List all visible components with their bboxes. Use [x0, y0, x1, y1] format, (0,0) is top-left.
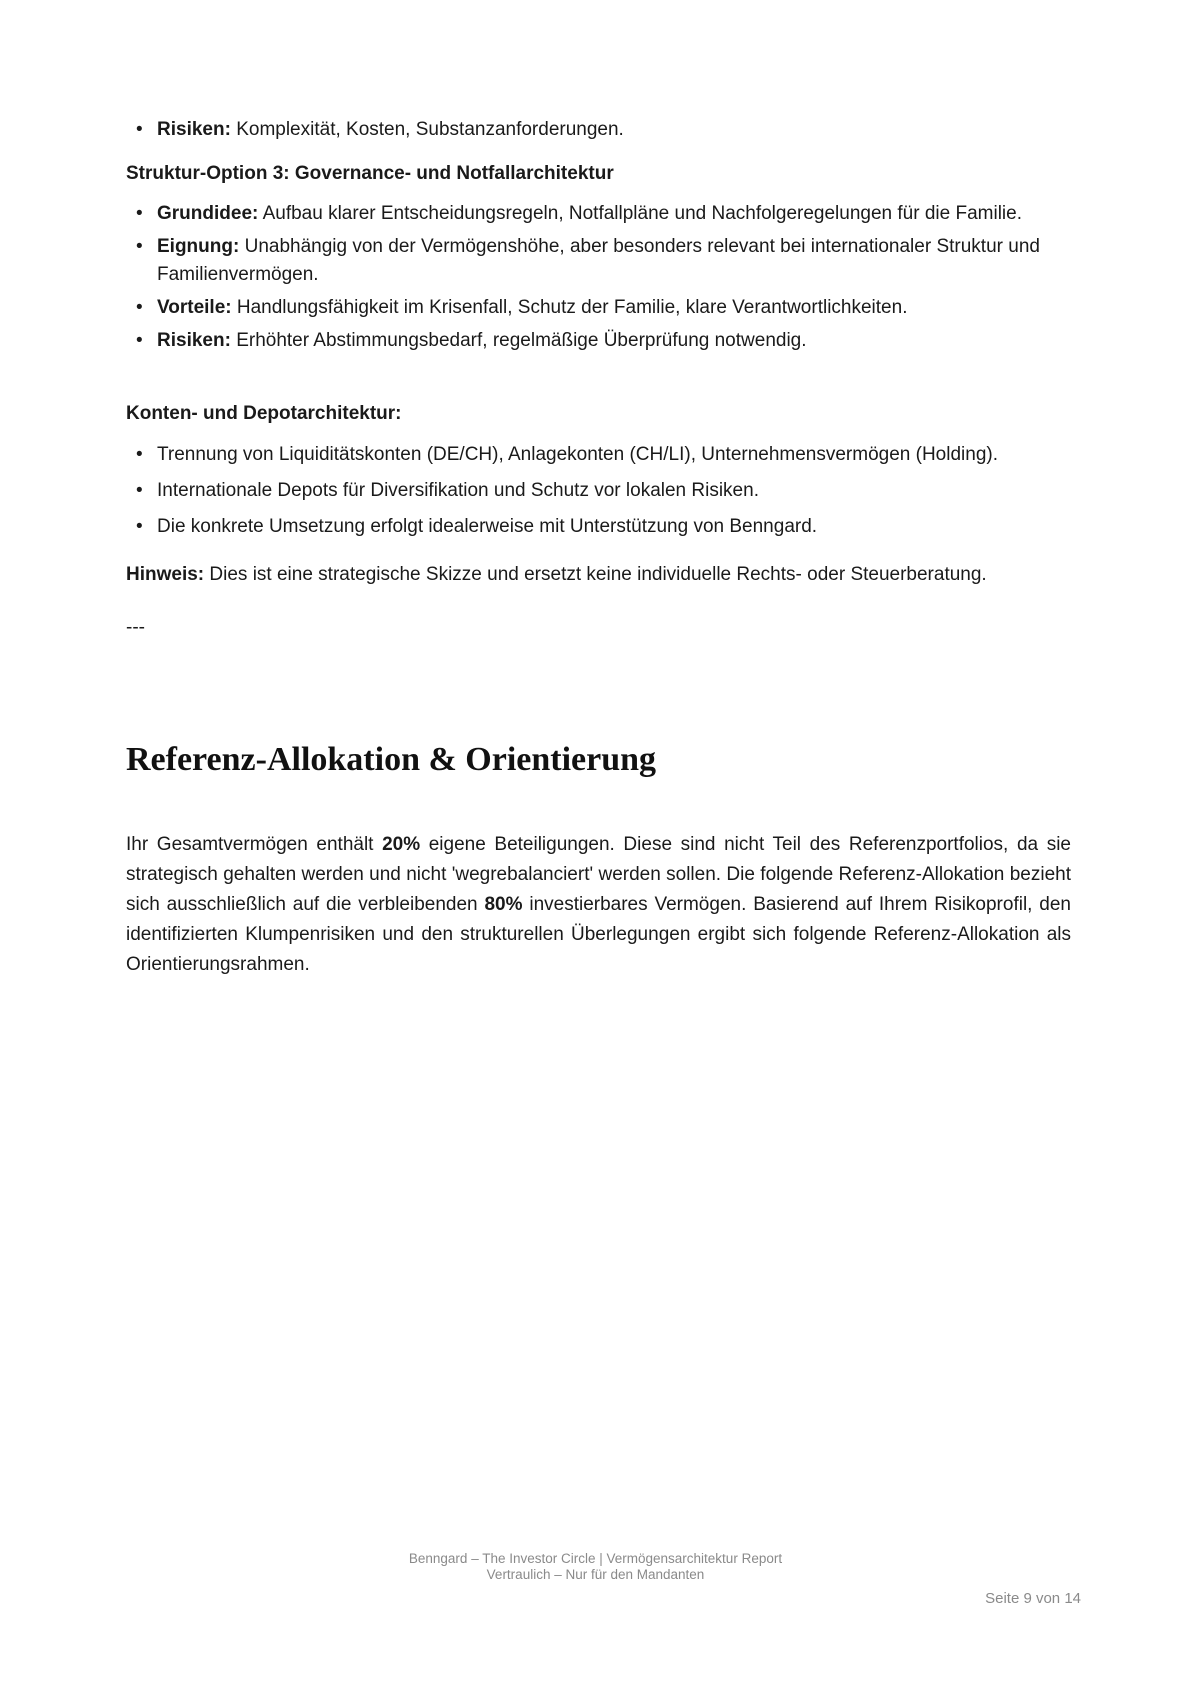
paragraph-text: investierbares Vermögen. Basierend auf Ihrem Risikoprofil, den identifizierten Klumpenrisiken und den strukturellen Überlegungen ergibt sich folgende Referenz-Allokation als Orientierungsrahmen. — [126, 894, 1071, 975]
list-item: • Die konkrete Umsetzung erfolgt idealerweise mit Unterstützung von Benngard. — [126, 513, 1071, 541]
list-item — [126, 327, 1071, 355]
note-text: Dies ist eine strategische Skizze und ersetzt keine individuelle Rechts- oder Steuerberatung. — [204, 564, 987, 585]
footer-line-1: Benngard – The Investor Circle | Vermögensarchitektur Report — [408, 1551, 783, 1566]
page-footer — [0, 1551, 1191, 1583]
accounts-bullet-list — [126, 441, 1071, 541]
bullet-text: Aufbau klarer Entscheidungsregeln, Notfallpläne und Nachfolgeregelungen für die Familie. — [258, 203, 1022, 224]
option3-bullet-list — [126, 200, 1071, 355]
section-title: Referenz-Allokation & Orientierung — [126, 741, 657, 778]
note-lead: Hinweis: — [126, 564, 205, 585]
list-item — [126, 294, 1071, 322]
option3-heading: Struktur-Option 3: Governance- und Notfallarchitektur — [126, 163, 614, 184]
paragraph-bold-value: 20% — [382, 834, 421, 855]
footer-line-2: Vertraulich – Nur für den Mandanten — [486, 1567, 705, 1582]
paragraph-bold-value: 80% — [484, 894, 523, 915]
separator-text: --- — [126, 617, 145, 638]
bullet-lead: Risiken: — [157, 330, 231, 351]
bullet-lead: Vorteile: — [157, 297, 232, 318]
accounts-heading: Konten- und Depotarchitektur: — [126, 403, 402, 424]
bullet-text: Erhöhter Abstimmungsbedarf, regelmäßige Überprüfung notwendig. — [230, 330, 807, 351]
list-item: • Trennung von Liquiditätskonten (DE/CH), Anlagekonten (CH/LI), Unternehmensvermögen (Holding). — [126, 441, 1071, 469]
disclaimer-note — [126, 561, 1071, 589]
section-paragraph — [126, 830, 1071, 980]
list-item: • Internationale Depots für Diversifikation und Schutz vor lokalen Risiken. — [126, 477, 1071, 505]
bullet-lead: Grundidee: — [157, 203, 259, 224]
bullet-lead: Risiken: — [157, 119, 231, 140]
bullet-text: Unabhängig von der Vermögenshöhe, aber besonders relevant bei internationaler Struktur und Familienvermögen. — [157, 236, 1040, 285]
bullet-text: Handlungsfähigkeit im Krisenfall, Schutz der Familie, klare Verantwortlichkeiten. — [231, 297, 908, 318]
paragraph-text: Ihr Gesamtvermögen enthält — [126, 834, 383, 855]
bullet-text: Komplexität, Kosten, Substanzanforderungen. — [230, 119, 624, 140]
page-number: Seite 9 von 14 — [985, 1590, 1081, 1607]
paragraph-text: eigene Beteiligungen. Diese sind nicht Teil des Referenzportfolios, da sie strategisch gehalten werden und nicht 'wegrebalanciert' werden sollen. Die folgende Referenz-Allokation bezieht sich ausschließlich auf die verbleibenden — [126, 834, 1071, 915]
bullet-lead: Eignung: — [157, 236, 240, 257]
option2-bullet-list — [126, 116, 1071, 144]
list-item — [126, 200, 1071, 228]
list-item — [126, 116, 1071, 144]
list-item — [126, 233, 1071, 289]
